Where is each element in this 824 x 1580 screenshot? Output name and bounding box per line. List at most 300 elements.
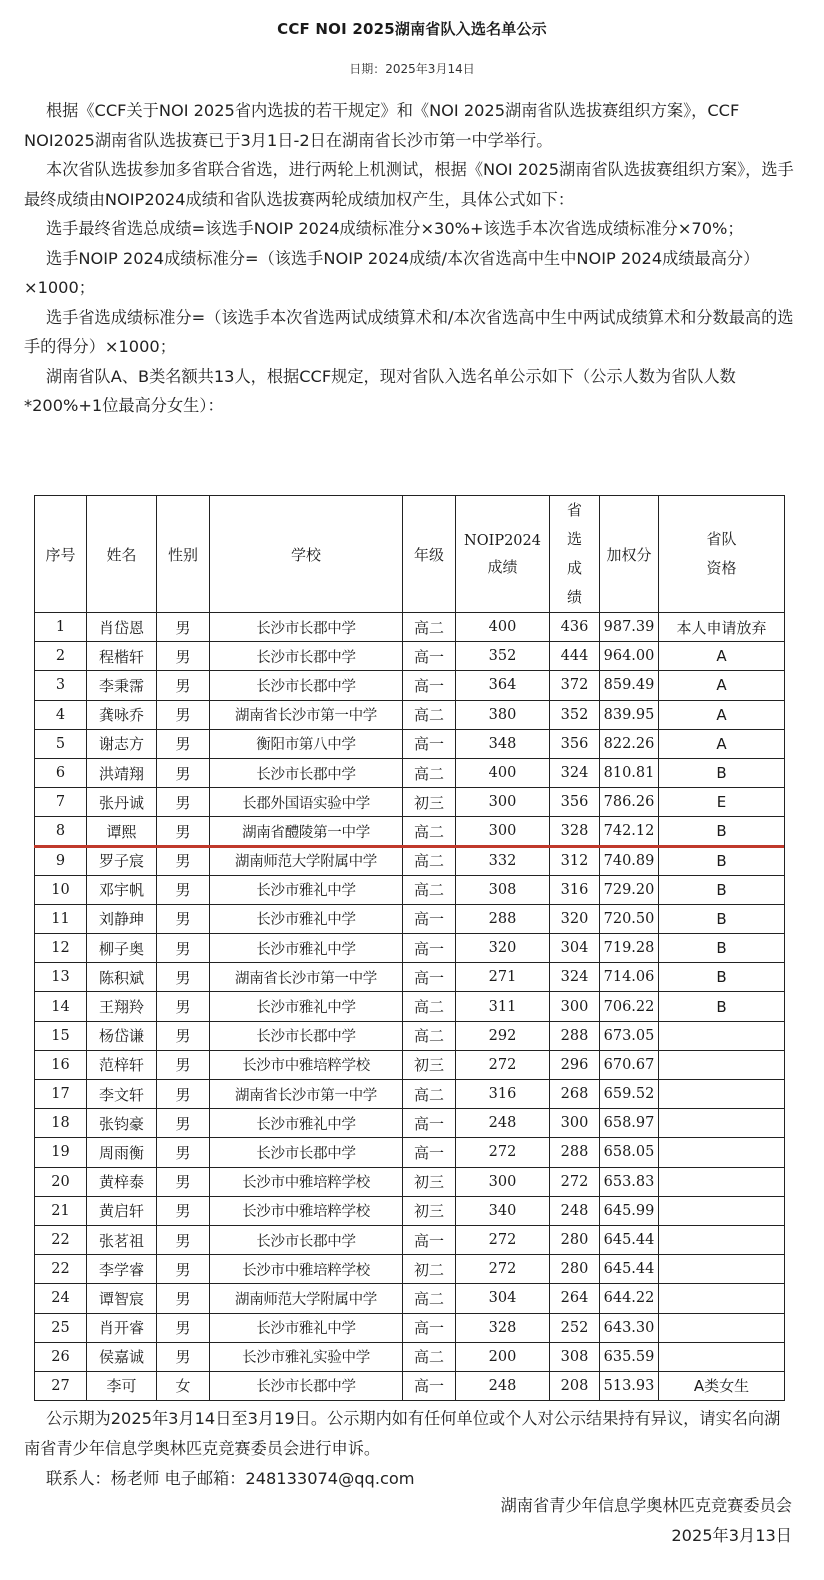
table-row	[35, 729, 785, 758]
col-header-school: 学校	[210, 496, 403, 613]
cell-gender: 男	[157, 729, 210, 758]
cell-weighted: 964.00	[600, 642, 659, 671]
issuer-org: 湖南省青少年信息学奥林匹克竞赛委员会	[500, 1496, 792, 1515]
cell-weighted: 635.59	[600, 1342, 659, 1371]
cell-qualification: B	[659, 963, 785, 992]
table-row	[35, 1284, 785, 1313]
cell-name: 张钧豪	[87, 1109, 157, 1138]
cutoff-line	[34, 845, 784, 848]
cell-school: 长沙市长郡中学	[210, 1371, 403, 1400]
cell-grade: 高一	[403, 1313, 456, 1342]
cell-provincial: 300	[550, 992, 600, 1021]
cell-grade: 高一	[403, 1138, 456, 1167]
cell-provincial: 308	[550, 1342, 600, 1371]
footer-text	[24, 1404, 794, 1494]
cell-qualification: A	[659, 671, 785, 700]
cell-grade: 高一	[403, 642, 456, 671]
table-row	[35, 1371, 785, 1400]
cell-qualification	[659, 1021, 785, 1050]
cell-grade: 高一	[403, 904, 456, 933]
cell-gender: 男	[157, 1342, 210, 1371]
table-row	[35, 1138, 785, 1167]
cell-index: 14	[35, 992, 87, 1021]
cell-provincial: 356	[550, 729, 600, 758]
cell-index: 7	[35, 788, 87, 817]
col-header-provincial-char: 绩	[566, 588, 582, 606]
cell-index: 10	[35, 875, 87, 904]
table-row	[35, 1313, 785, 1342]
cell-noip: 364	[456, 671, 550, 700]
cell-index: 18	[35, 1109, 87, 1138]
cell-provincial: 296	[550, 1050, 600, 1079]
cell-school: 湖南省长沙市第一中学	[210, 963, 403, 992]
col-header-weighted: 加权分	[600, 496, 659, 613]
col-header-qualification-line1: 省队	[706, 530, 737, 548]
cell-school: 长沙市长郡中学	[210, 671, 403, 700]
col-header-noip-line2: 成绩	[487, 558, 518, 576]
cell-noip: 308	[456, 875, 550, 904]
col-header-qualification	[659, 496, 785, 613]
table-row	[35, 671, 785, 700]
cell-qualification	[659, 1167, 785, 1196]
cell-index: 15	[35, 1021, 87, 1050]
cell-index: 5	[35, 729, 87, 758]
cell-noip: 248	[456, 1109, 550, 1138]
cell-weighted: 658.05	[600, 1138, 659, 1167]
cell-gender: 男	[157, 846, 210, 875]
table-header-row	[35, 496, 785, 613]
cell-school: 湖南省长沙市第一中学	[210, 1080, 403, 1109]
cell-index: 4	[35, 700, 87, 729]
cell-provincial: 264	[550, 1284, 600, 1313]
cell-qualification	[659, 1225, 785, 1254]
cell-gender: 男	[157, 904, 210, 933]
issue-date: 2025年3月13日	[671, 1526, 792, 1545]
cell-school: 长沙市雅礼中学	[210, 992, 403, 1021]
cell-provincial: 280	[550, 1255, 600, 1284]
cell-provincial: 252	[550, 1313, 600, 1342]
intro-paragraph: 选手省选成绩标准分=（该选手本次省选两试成绩算术和/本次省选高中生中两试成绩算术和分数最高的选手的得分）×1000；	[24, 307, 794, 356]
cell-noip: 272	[456, 1225, 550, 1254]
cell-index: 9	[35, 846, 87, 875]
cell-school: 长沙市长郡中学	[210, 1225, 403, 1254]
cell-school: 湖南省醴陵第一中学	[210, 817, 403, 846]
cell-provincial: 300	[550, 1109, 600, 1138]
cell-gender: 男	[157, 1255, 210, 1284]
cell-gender: 男	[157, 1225, 210, 1254]
cell-name: 谭熙	[87, 817, 157, 846]
cell-weighted: 729.20	[600, 875, 659, 904]
cell-index: 26	[35, 1342, 87, 1371]
cell-school: 长沙市雅礼中学	[210, 904, 403, 933]
intro-text	[24, 96, 794, 421]
cell-provincial: 320	[550, 904, 600, 933]
cell-gender: 男	[157, 934, 210, 963]
cell-gender: 男	[157, 1021, 210, 1050]
cell-qualification: B	[659, 758, 785, 787]
cell-name: 李文轩	[87, 1080, 157, 1109]
cell-index: 3	[35, 671, 87, 700]
cell-grade: 高二	[403, 758, 456, 787]
cell-qualification	[659, 1255, 785, 1284]
cell-school: 长沙市长郡中学	[210, 613, 403, 642]
table-row	[35, 817, 785, 846]
cell-gender: 男	[157, 758, 210, 787]
cell-grade: 高二	[403, 992, 456, 1021]
cell-index: 20	[35, 1167, 87, 1196]
cell-school: 长沙市中雅培粹学校	[210, 1050, 403, 1079]
cell-index: 13	[35, 963, 87, 992]
cell-index: 16	[35, 1050, 87, 1079]
cell-index: 22	[35, 1225, 87, 1254]
cell-name: 谭智宸	[87, 1284, 157, 1313]
cell-name: 李秉霈	[87, 671, 157, 700]
cell-index: 24	[35, 1284, 87, 1313]
cell-noip: 380	[456, 700, 550, 729]
cell-weighted: 810.81	[600, 758, 659, 787]
cell-school: 长沙市中雅培粹学校	[210, 1167, 403, 1196]
cell-index: 1	[35, 613, 87, 642]
cell-school: 湖南师范大学附属中学	[210, 846, 403, 875]
cell-grade: 高二	[403, 700, 456, 729]
intro-paragraph: 湖南省队A、B类名额共13人，根据CCF规定，现对省队入选名单公示如下（公示人数为省队人数*200%+1位最高分女生）：	[24, 366, 736, 415]
cell-gender: 男	[157, 992, 210, 1021]
cell-qualification: A	[659, 729, 785, 758]
cell-gender: 男	[157, 671, 210, 700]
cell-noip: 348	[456, 729, 550, 758]
cell-weighted: 643.30	[600, 1313, 659, 1342]
cell-weighted: 645.44	[600, 1225, 659, 1254]
cell-weighted: 740.89	[600, 846, 659, 875]
cell-index: 17	[35, 1080, 87, 1109]
cell-name: 龚咏乔	[87, 700, 157, 729]
cell-noip: 400	[456, 613, 550, 642]
cell-gender: 男	[157, 1050, 210, 1079]
cell-qualification: B	[659, 875, 785, 904]
cell-weighted: 742.12	[600, 817, 659, 846]
col-header-provincial-char: 省	[566, 501, 582, 519]
cell-grade: 初三	[403, 1050, 456, 1079]
table-row	[35, 1080, 785, 1109]
cell-grade: 高二	[403, 613, 456, 642]
cell-name: 刘静珅	[87, 904, 157, 933]
cell-qualification	[659, 1313, 785, 1342]
cell-provincial: 436	[550, 613, 600, 642]
table-row	[35, 1021, 785, 1050]
cell-provincial: 316	[550, 875, 600, 904]
cell-noip: 316	[456, 1080, 550, 1109]
cell-grade: 初三	[403, 788, 456, 817]
cell-gender: 女	[157, 1371, 210, 1400]
cell-noip: 311	[456, 992, 550, 1021]
cell-name: 周雨衡	[87, 1138, 157, 1167]
cell-school: 衡阳市第八中学	[210, 729, 403, 758]
cell-school: 长沙市雅礼中学	[210, 875, 403, 904]
cell-name: 李学睿	[87, 1255, 157, 1284]
intro-paragraph: 选手NOIP 2024成绩标准分=（该选手NOIP 2024成绩/本次省选高中生中NOIP 2024成绩最高分）×1000；	[24, 248, 760, 297]
cell-school: 长沙市中雅培粹学校	[210, 1255, 403, 1284]
cell-grade: 高二	[403, 1021, 456, 1050]
cell-weighted: 645.44	[600, 1255, 659, 1284]
page-title: CCF NOI 2025湖南省队入选名单公示	[277, 20, 547, 38]
cell-name: 肖岱恩	[87, 613, 157, 642]
col-header-index: 序号	[35, 496, 87, 613]
table-row	[35, 1196, 785, 1225]
cell-school: 湖南省长沙市第一中学	[210, 700, 403, 729]
intro-paragraph: 根据《CCF关于NOI 2025省内选拔的若干规定》和《NOI 2025湖南省队选拔赛组织方案》，CCF NOI2025湖南省队选拔赛已于3月1日-2日在湖南省长沙市第一中学举行。	[24, 101, 740, 150]
cell-name: 侯嘉诚	[87, 1342, 157, 1371]
publish-date: 日期：2025年3月14日	[349, 62, 475, 76]
cell-school: 长沙市长郡中学	[210, 1021, 403, 1050]
cell-grade: 高一	[403, 934, 456, 963]
cell-weighted: 659.52	[600, 1080, 659, 1109]
table-row	[35, 1050, 785, 1079]
cell-name: 罗子宸	[87, 846, 157, 875]
cell-noip: 271	[456, 963, 550, 992]
cell-grade: 初三	[403, 1196, 456, 1225]
cell-provincial: 268	[550, 1080, 600, 1109]
cell-noip: 328	[456, 1313, 550, 1342]
cell-qualification: B	[659, 904, 785, 933]
cell-noip: 292	[456, 1021, 550, 1050]
cell-name: 黄梓泰	[87, 1167, 157, 1196]
cell-noip: 272	[456, 1050, 550, 1079]
col-header-name: 姓名	[87, 496, 157, 613]
cell-noip: 320	[456, 934, 550, 963]
cell-qualification	[659, 1109, 785, 1138]
cell-weighted: 714.06	[600, 963, 659, 992]
cell-index: 22	[35, 1255, 87, 1284]
cell-index: 25	[35, 1313, 87, 1342]
cell-grade: 初二	[403, 1255, 456, 1284]
cell-weighted: 822.26	[600, 729, 659, 758]
cell-qualification: A	[659, 700, 785, 729]
col-header-qualification-line2: 资格	[706, 559, 737, 577]
cell-gender: 男	[157, 963, 210, 992]
cell-grade: 高二	[403, 846, 456, 875]
table-row	[35, 992, 785, 1021]
cell-weighted: 673.05	[600, 1021, 659, 1050]
cell-index: 6	[35, 758, 87, 787]
cell-grade: 高一	[403, 1371, 456, 1400]
cell-gender: 男	[157, 1138, 210, 1167]
roster-table	[34, 495, 785, 1401]
cell-provincial: 304	[550, 934, 600, 963]
cell-provincial: 208	[550, 1371, 600, 1400]
table-row	[35, 1255, 785, 1284]
table-row	[35, 904, 785, 933]
cell-gender: 男	[157, 1284, 210, 1313]
cell-index: 11	[35, 904, 87, 933]
cell-grade: 初三	[403, 1167, 456, 1196]
table-row	[35, 1342, 785, 1371]
cell-qualification	[659, 1196, 785, 1225]
cell-grade: 高二	[403, 875, 456, 904]
cell-noip: 304	[456, 1284, 550, 1313]
intro-paragraph: 本次省队选拔参加多省联合省选，进行两轮上机测试，根据《NOI 2025湖南省队选拔赛组织方案》，选手最终成绩由NOIP2024成绩和省队选拔赛两轮成绩加权产生，具体公式如下：	[24, 160, 794, 209]
cell-name: 范梓轩	[87, 1050, 157, 1079]
cell-noip: 340	[456, 1196, 550, 1225]
table-row	[35, 1109, 785, 1138]
cell-index: 12	[35, 934, 87, 963]
cell-provincial: 324	[550, 758, 600, 787]
cell-name: 黄启轩	[87, 1196, 157, 1225]
cell-name: 谢志方	[87, 729, 157, 758]
cell-weighted: 706.22	[600, 992, 659, 1021]
cell-index: 27	[35, 1371, 87, 1400]
cell-provincial: 288	[550, 1021, 600, 1050]
cell-school: 长沙市雅礼中学	[210, 934, 403, 963]
cell-school: 长沙市雅礼中学	[210, 1109, 403, 1138]
cell-grade: 高二	[403, 1342, 456, 1371]
cell-qualification: A	[659, 642, 785, 671]
cell-qualification: B	[659, 934, 785, 963]
cell-weighted: 859.49	[600, 671, 659, 700]
cell-weighted: 658.97	[600, 1109, 659, 1138]
cell-qualification: E	[659, 788, 785, 817]
cell-gender: 男	[157, 1080, 210, 1109]
cell-qualification: 本人申请放弃	[659, 613, 785, 642]
cell-qualification	[659, 1342, 785, 1371]
cell-index: 21	[35, 1196, 87, 1225]
col-header-provincial-char: 选	[566, 530, 582, 548]
cell-name: 洪靖翔	[87, 758, 157, 787]
cell-qualification: B	[659, 846, 785, 875]
cell-noip: 200	[456, 1342, 550, 1371]
cell-grade: 高一	[403, 963, 456, 992]
cell-provincial: 372	[550, 671, 600, 700]
cell-gender: 男	[157, 642, 210, 671]
col-header-grade: 年级	[403, 496, 456, 613]
cell-gender: 男	[157, 875, 210, 904]
cell-qualification	[659, 1050, 785, 1079]
cell-name: 王翔羚	[87, 992, 157, 1021]
cell-noip: 332	[456, 846, 550, 875]
cell-grade: 高一	[403, 1109, 456, 1138]
table-row	[35, 875, 785, 904]
cell-provincial: 324	[550, 963, 600, 992]
cell-weighted: 786.26	[600, 788, 659, 817]
cell-weighted: 644.22	[600, 1284, 659, 1313]
cell-weighted: 839.95	[600, 700, 659, 729]
cell-grade: 高二	[403, 1080, 456, 1109]
cell-gender: 男	[157, 788, 210, 817]
table-row	[35, 1225, 785, 1254]
cell-qualification	[659, 1080, 785, 1109]
cell-noip: 248	[456, 1371, 550, 1400]
col-header-noip	[456, 496, 550, 613]
cell-weighted: 987.39	[600, 613, 659, 642]
cell-noip: 288	[456, 904, 550, 933]
col-header-provincial-char: 成	[566, 559, 582, 577]
cell-grade: 高一	[403, 729, 456, 758]
cell-provincial: 352	[550, 700, 600, 729]
cell-noip: 300	[456, 1167, 550, 1196]
cell-name: 柳子奥	[87, 934, 157, 963]
cell-name: 张丹诚	[87, 788, 157, 817]
cell-provincial: 444	[550, 642, 600, 671]
cell-noip: 300	[456, 788, 550, 817]
cell-school: 长沙市长郡中学	[210, 642, 403, 671]
cell-index: 8	[35, 817, 87, 846]
table-row	[35, 758, 785, 787]
cell-provincial: 312	[550, 846, 600, 875]
cell-school: 长沙市长郡中学	[210, 758, 403, 787]
cell-gender: 男	[157, 817, 210, 846]
cell-weighted: 720.50	[600, 904, 659, 933]
cell-name: 肖开睿	[87, 1313, 157, 1342]
cell-provincial: 356	[550, 788, 600, 817]
cell-gender: 男	[157, 1313, 210, 1342]
cell-gender: 男	[157, 700, 210, 729]
cell-grade: 高二	[403, 1284, 456, 1313]
cell-school: 长沙市雅礼实验中学	[210, 1342, 403, 1371]
contact-line: 联系人：杨老师 电子邮箱：248133074@qq.com	[46, 1469, 415, 1488]
cell-noip: 300	[456, 817, 550, 846]
cell-provincial: 248	[550, 1196, 600, 1225]
cell-school: 长沙市中雅培粹学校	[210, 1196, 403, 1225]
cell-gender: 男	[157, 1109, 210, 1138]
col-header-gender: 性别	[157, 496, 210, 613]
cell-gender: 男	[157, 613, 210, 642]
cell-grade: 高一	[403, 671, 456, 700]
col-header-noip-line1: NOIP2024	[464, 533, 541, 549]
table-body	[35, 613, 785, 1401]
cell-provincial: 328	[550, 817, 600, 846]
table-row	[35, 700, 785, 729]
cell-weighted: 645.99	[600, 1196, 659, 1225]
table-row	[35, 1167, 785, 1196]
cell-noip: 400	[456, 758, 550, 787]
cell-index: 2	[35, 642, 87, 671]
cell-name: 李可	[87, 1371, 157, 1400]
cell-index: 19	[35, 1138, 87, 1167]
table-row	[35, 846, 785, 875]
cell-noip: 352	[456, 642, 550, 671]
col-header-provincial	[550, 496, 600, 613]
cell-noip: 272	[456, 1138, 550, 1167]
cell-name: 程楷轩	[87, 642, 157, 671]
table-row	[35, 642, 785, 671]
cell-qualification: B	[659, 992, 785, 1021]
cell-weighted: 513.93	[600, 1371, 659, 1400]
cell-school: 长沙市长郡中学	[210, 1138, 403, 1167]
cell-grade: 高一	[403, 1225, 456, 1254]
cell-qualification: A类女生	[659, 1371, 785, 1400]
table-row	[35, 613, 785, 642]
cell-name: 陈积斌	[87, 963, 157, 992]
table-row	[35, 788, 785, 817]
cell-school: 湖南师范大学附属中学	[210, 1284, 403, 1313]
intro-paragraph: 选手最终省选总成绩=该选手NOIP 2024成绩标准分×30%+该选手本次省选成绩标准分×70%；	[46, 219, 744, 238]
cell-weighted: 653.83	[600, 1167, 659, 1196]
cell-noip: 272	[456, 1255, 550, 1284]
cell-qualification	[659, 1138, 785, 1167]
cell-grade: 高二	[403, 817, 456, 846]
cell-qualification	[659, 1284, 785, 1313]
cell-gender: 男	[157, 1196, 210, 1225]
cell-provincial: 280	[550, 1225, 600, 1254]
cell-name: 邓宇帆	[87, 875, 157, 904]
cell-school: 长郡外国语实验中学	[210, 788, 403, 817]
cell-name: 杨岱谦	[87, 1021, 157, 1050]
table-row	[35, 963, 785, 992]
cell-school: 长沙市雅礼中学	[210, 1313, 403, 1342]
cell-provincial: 288	[550, 1138, 600, 1167]
cell-name: 张茗祖	[87, 1225, 157, 1254]
table-row	[35, 934, 785, 963]
cell-weighted: 719.28	[600, 934, 659, 963]
